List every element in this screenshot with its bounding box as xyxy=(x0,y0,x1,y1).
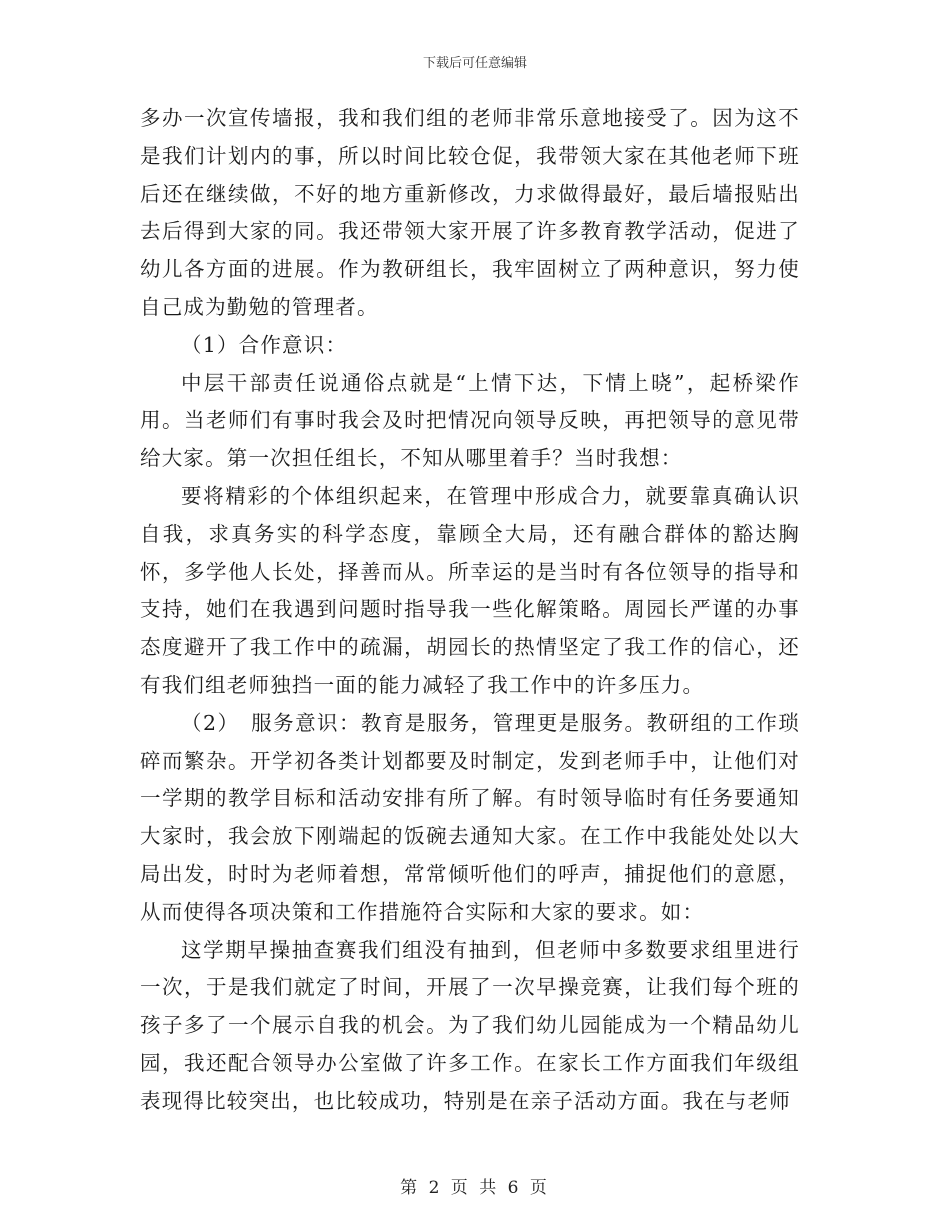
paragraph: 中层干部责任说通俗点就是“上情下达，下情上晓”，起桥梁作用。当老师们有事时我会及时把情况向领导反映，再把领导的意见带给大家。第一次担任组长，不知从哪里着手？当时我想： xyxy=(140,370,800,471)
paragraph: 要将精彩的个体组织起来，在管理中形成合力，就要靠真确认识自我，求真务实的科学态度，靠顾全大局，还有融合群体的豁达胸怀，多学他人长处，择善而从。所幸运的是当时有各位领导的指导和支持，她们在我遇到问题时指导我一些化解策略。周园长严谨的办事态度避开了我工作中的疏漏，胡园长的热情坚定了我工作的信心，还有我们组老师独挡一面的能力减轻了我工作中的许多压力。 xyxy=(140,483,800,697)
section-heading-cooperation: （1）合作意识： xyxy=(181,332,348,357)
page-header-note: 下载后可任意编辑 xyxy=(422,56,527,71)
paragraph: 这学期早操抽查赛我们组没有抽到，但老师中多数要求组里进行一次，于是我们就定了时间，开展了一次早操竞赛，让我们每个班的孩子多了一个展示自我的机会。为了我们幼儿园能成为一个精品幼儿园，我还配合领导办公室做了许多工作。在家长工作方面我们年级组表现得比较突出，也比较成功，特别是在亲子活动方面。我在与老师 xyxy=(140,937,800,1113)
document-body xyxy=(140,100,800,1121)
paragraph-service-awareness: （2） 服务意识：教育是服务，管理更是服务。教研组的工作琐碎而繁杂。开学初各类计划都要及时制定，发到老师手中，让他们对一学期的教学目标和活动安排有所了解。有时领导临时有任务要通知大家时，我会放下刚端起的饭碗去通知大家。在工作中我能处处以大局出发，时时为老师着想，常常倾听他们的呼声，捕捉他们的意愿，从而使得各项决策和工作措施符合实际和大家的要求。如： xyxy=(140,710,800,924)
paragraph-continuation: 多办一次宣传墙报，我和我们组的老师非常乐意地接受了。因为这不是我们计划内的事，所以时间比较仓促，我带领大家在其他老师下班后还在继续做，不好的地方重新修改，力求做得最好，最后墙报贴出去后得到大家的同。我还带领大家开展了许多教育教学活动，促进了幼儿各方面的进展。作为教研组长，我牢固树立了两种意识，努力使自己成为勤勉的管理者。 xyxy=(140,106,800,319)
page-number: 第 2 页 共 6 页 xyxy=(400,1178,550,1198)
